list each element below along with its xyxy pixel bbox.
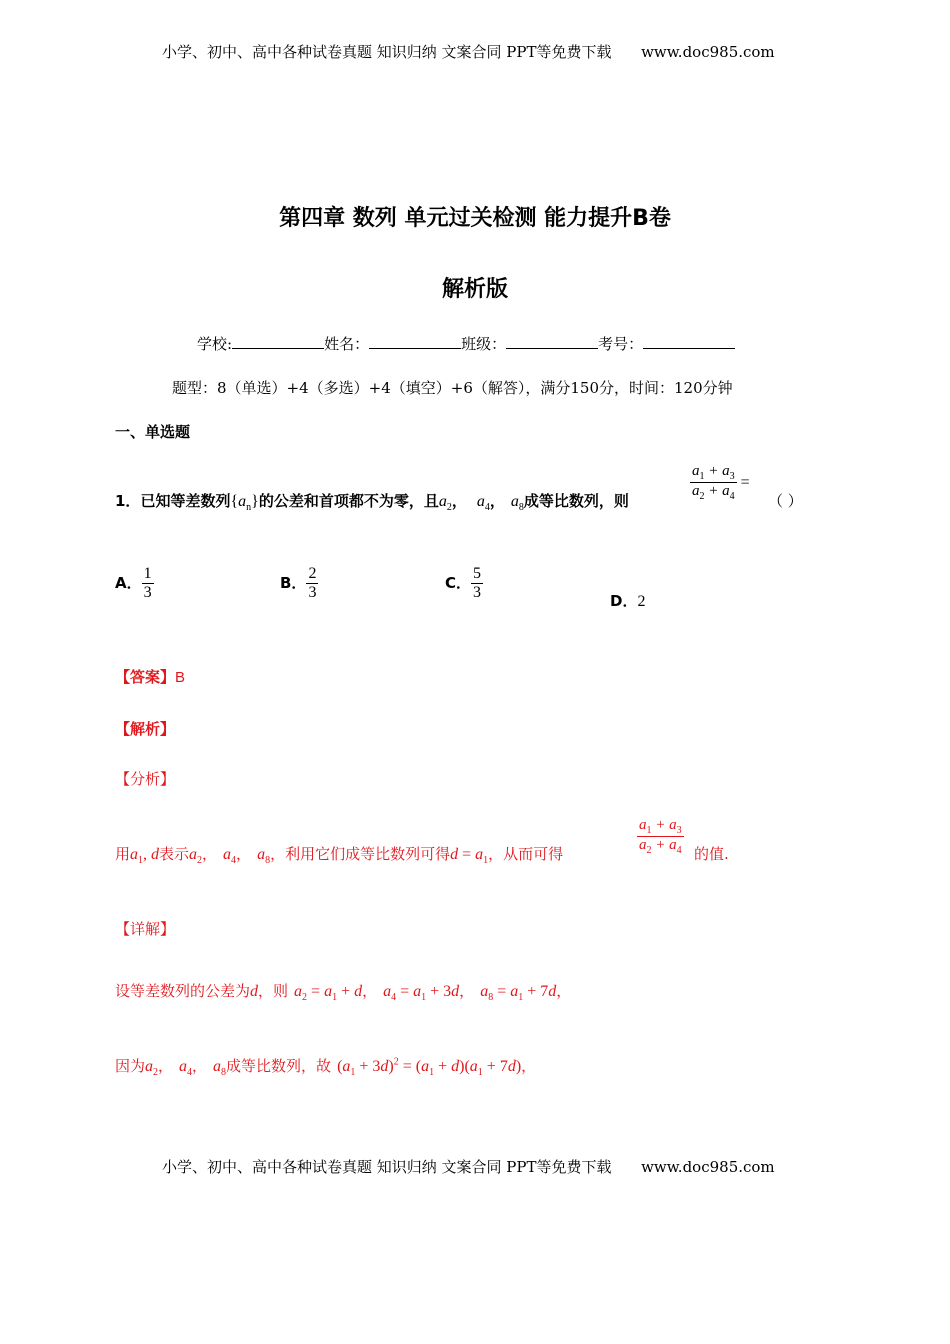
eq-geometric: $(a_1 + 3d)^2 = (a_1 + d)(a_1 + 7d)$ <box>337 1056 522 1079</box>
option-label: B． <box>280 574 307 592</box>
term-a2: $a_2$ <box>438 493 452 514</box>
page-subtitle: 解析版 <box>441 277 508 302</box>
detail-text: 设等差数列的公差为 <box>115 982 251 1000</box>
option-num: 5 <box>473 565 482 582</box>
detail-text: ，则 <box>258 982 289 1000</box>
answer-bracket: （ ） <box>768 492 803 510</box>
detail-line-1: 设等差数列的公差为d，则 $a_2 = a_1 + d$， $a_4 = a_1 + 3d$， $a_8 = a_1 + 7d$， <box>115 982 572 1004</box>
exam-no-blank <box>643 334 735 349</box>
question-text: 成等比数列，则 <box>523 492 629 510</box>
term-a1-d: $a_1$, d <box>130 846 160 867</box>
page-header <box>162 41 775 62</box>
term-a4: $a_4$ <box>476 493 490 514</box>
name-label: 姓名： <box>324 335 370 353</box>
analysis-label: 【解析】 <box>115 720 176 738</box>
analysis-sub-label: 【分析】 <box>115 770 176 788</box>
page-footer <box>162 1156 775 1177</box>
question-types: 题型：8（单选）+4（多选）+4（填空）+6（解答），满分150分，时间：120分钟 <box>172 379 733 397</box>
term-a4: $a_4$ <box>179 1058 193 1079</box>
school-label: 学校: <box>197 335 233 353</box>
header-url[interactable]: www.doc985.com <box>641 43 775 61</box>
detail-label: 【详解】 <box>115 920 176 938</box>
section-heading: 一、单选题 <box>115 423 191 441</box>
header-text: 小学、初中、高中各种试卷真题 知识归纳 文案合同 PPT等免费下载 <box>162 43 612 61</box>
term-a2: $a_2$ <box>145 1058 159 1079</box>
answer-label: 【答案】 <box>115 668 176 686</box>
analysis-text: 表示 <box>159 845 190 863</box>
term-a8: $a_8$ <box>257 846 271 867</box>
option-num: 2 <box>308 565 317 582</box>
term-a8: $a_8$ <box>213 1058 227 1079</box>
detail-text: 成等比数列，故 <box>226 1057 332 1075</box>
option-label: C． <box>445 574 472 592</box>
question-number: 1． <box>115 492 141 510</box>
term-a8: $a_8$ <box>510 493 524 514</box>
analysis-text: ，从而可得 <box>488 845 564 863</box>
separator: ， <box>489 492 505 510</box>
page-title: 第四章 数列 单元过关检测 能力提升B卷 <box>279 206 671 231</box>
question-text: 已知等差数列 <box>140 492 231 510</box>
option-num: 1 <box>143 565 152 582</box>
term-a4: $a_4$ <box>223 846 237 867</box>
school-blank <box>232 334 324 349</box>
sequence-expr: $\{a_n\}$ <box>230 493 259 514</box>
analysis-text: 用 <box>115 845 131 863</box>
option-den: 3 <box>308 584 317 601</box>
eq-a8: $a_8 = a_1 + 7d$ <box>480 983 557 1004</box>
separator: ， <box>451 492 467 510</box>
term-a2: $a_2$ <box>189 846 203 867</box>
option-label: A． <box>115 574 142 592</box>
option-label: D． <box>610 592 638 610</box>
analysis-line: 用$a_1$, d表示$a_2$， $a_4$， $a_8$，利用它们成等比数列可得$d = a_1$，从而可得 <box>115 845 564 867</box>
option-a[interactable] <box>115 565 154 602</box>
detail-line-2: 因为$a_2$， $a_4$， $a_8$成等比数列，故 $(a_1 + 3d)^2 = (a_1 + d)(a_1 + 7d)$， <box>115 1056 537 1079</box>
question-fraction: $\frac{a_1 + a_3}{a_2 + a_4}$ = <box>692 463 750 502</box>
option-d[interactable] <box>610 590 645 611</box>
option-b[interactable] <box>280 565 318 602</box>
option-value: 2 <box>637 593 646 610</box>
question-text: 的公差和首项都不为零，且 <box>258 492 439 510</box>
detail-text: 因为 <box>115 1057 146 1075</box>
footer-url[interactable]: www.doc985.com <box>641 1158 775 1176</box>
term-d: d <box>250 983 259 1000</box>
answer-value: B <box>175 669 186 686</box>
exam-no-label: 考号： <box>598 335 644 353</box>
class-blank <box>506 334 598 349</box>
footer-text: 小学、初中、高中各种试卷真题 知识归纳 文案合同 PPT等免费下载 <box>162 1158 612 1176</box>
option-den: 3 <box>473 584 482 601</box>
eq-a4: $a_4 = a_1 + 3d$ <box>383 983 460 1004</box>
analysis-end: 的值. <box>694 845 729 863</box>
student-info-line <box>197 333 735 354</box>
answer-line <box>115 666 185 687</box>
eq-a2: $a_2 = a_1 + d$ <box>294 983 363 1004</box>
option-c[interactable] <box>445 565 483 602</box>
expr-d-eq-a1: $d = a_1$ <box>450 846 489 867</box>
analysis-text: ，利用它们成等比数列可得 <box>270 845 451 863</box>
name-blank <box>369 334 461 349</box>
analysis-fraction: $\frac{a_1 + a_3}{a_2 + a_4}$ <box>639 817 682 856</box>
class-label: 班级： <box>461 335 507 353</box>
question-1 <box>115 490 629 513</box>
option-den: 3 <box>143 584 152 601</box>
